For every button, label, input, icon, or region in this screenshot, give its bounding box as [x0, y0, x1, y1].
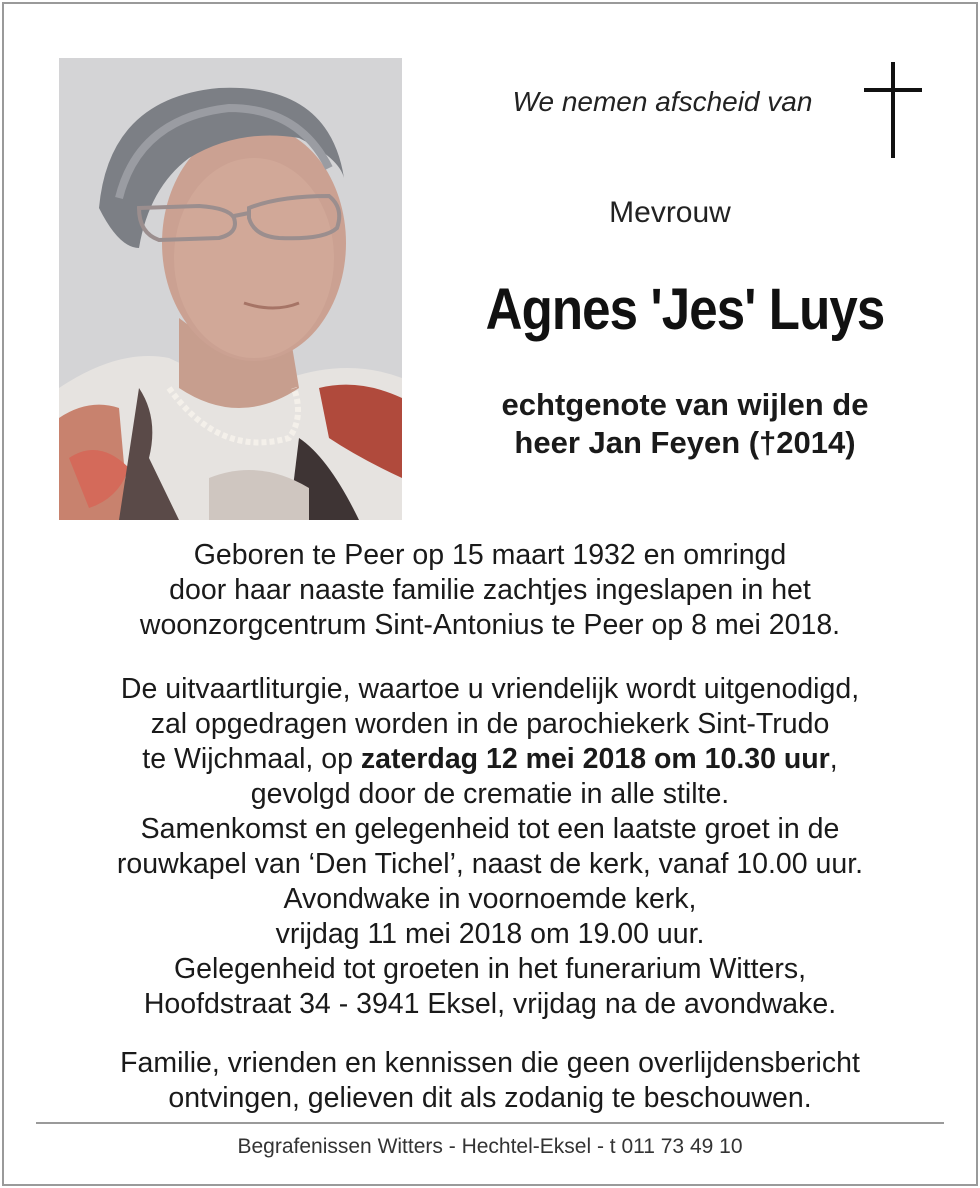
deceased-name: Agnes 'Jes' Luys: [485, 277, 885, 342]
spouse-line: heer Jan Feyen (†2014): [514, 425, 856, 460]
text-segment: te Wijchmaal, op: [142, 743, 361, 775]
service-date-highlight: zaterdag 12 mei 2018 om 10.30 uur: [360, 743, 830, 775]
text-line: De uitvaartliturgie, waartoe u vriendelijk wordt uitgenodigd,: [120, 673, 860, 705]
footer-divider: [36, 1122, 944, 1124]
text-line: door haar naaste familie zachtjes ingeslapen in het: [169, 574, 811, 606]
text-line: ontvingen, gelieven dit als zodanig te beschouwen.: [168, 1082, 812, 1114]
birth-paragraph: [40, 538, 940, 643]
intro-text: We nemen afscheid van: [512, 86, 813, 117]
text-line: Avondwake in voornoemde kerk,: [283, 883, 697, 915]
text-line: gevolgd door de crematie in alle stilte.: [250, 778, 730, 810]
closing-paragraph: [40, 1046, 940, 1116]
text-line: zal opgedragen worden in de parochiekerk Sint-Trudo: [150, 708, 830, 740]
text-line: Familie, vrienden en kennissen die geen overlijdensbericht: [120, 1047, 860, 1079]
text-segment: ,: [829, 743, 838, 775]
text-line: Hoofdstraat 34 - 3941 Eksel, vrijdag na de avondwake.: [143, 988, 837, 1020]
text-line: Gelegenheid tot groeten in het funerarium Witters,: [173, 953, 807, 985]
service-paragraph: [40, 672, 940, 1022]
cross-icon: [864, 62, 922, 158]
text-line: woonzorgcentrum Sint-Antonius te Peer op 8 mei 2018.: [139, 609, 841, 641]
text-line: rouwkapel van ‘Den Tichel’, naast de kerk, vanaf 10.00 uur.: [116, 848, 864, 880]
portrait-photo: [59, 58, 402, 520]
text-line: Geboren te Peer op 15 maart 1932 en omringd: [193, 539, 787, 571]
spouse-info: [420, 386, 950, 462]
text-line: Samenkomst en gelegenheid tot een laatste groet in de: [140, 813, 840, 845]
text-line: [40, 742, 940, 777]
text-line: vrijdag 11 mei 2018 om 19.00 uur.: [275, 918, 705, 950]
spouse-line: echtgenote van wijlen de: [501, 387, 869, 422]
honorific: Mevrouw: [609, 196, 731, 229]
footer-text: Begrafenissen Witters - Hechtel-Eksel - t 011 73 49 10: [237, 1135, 743, 1158]
